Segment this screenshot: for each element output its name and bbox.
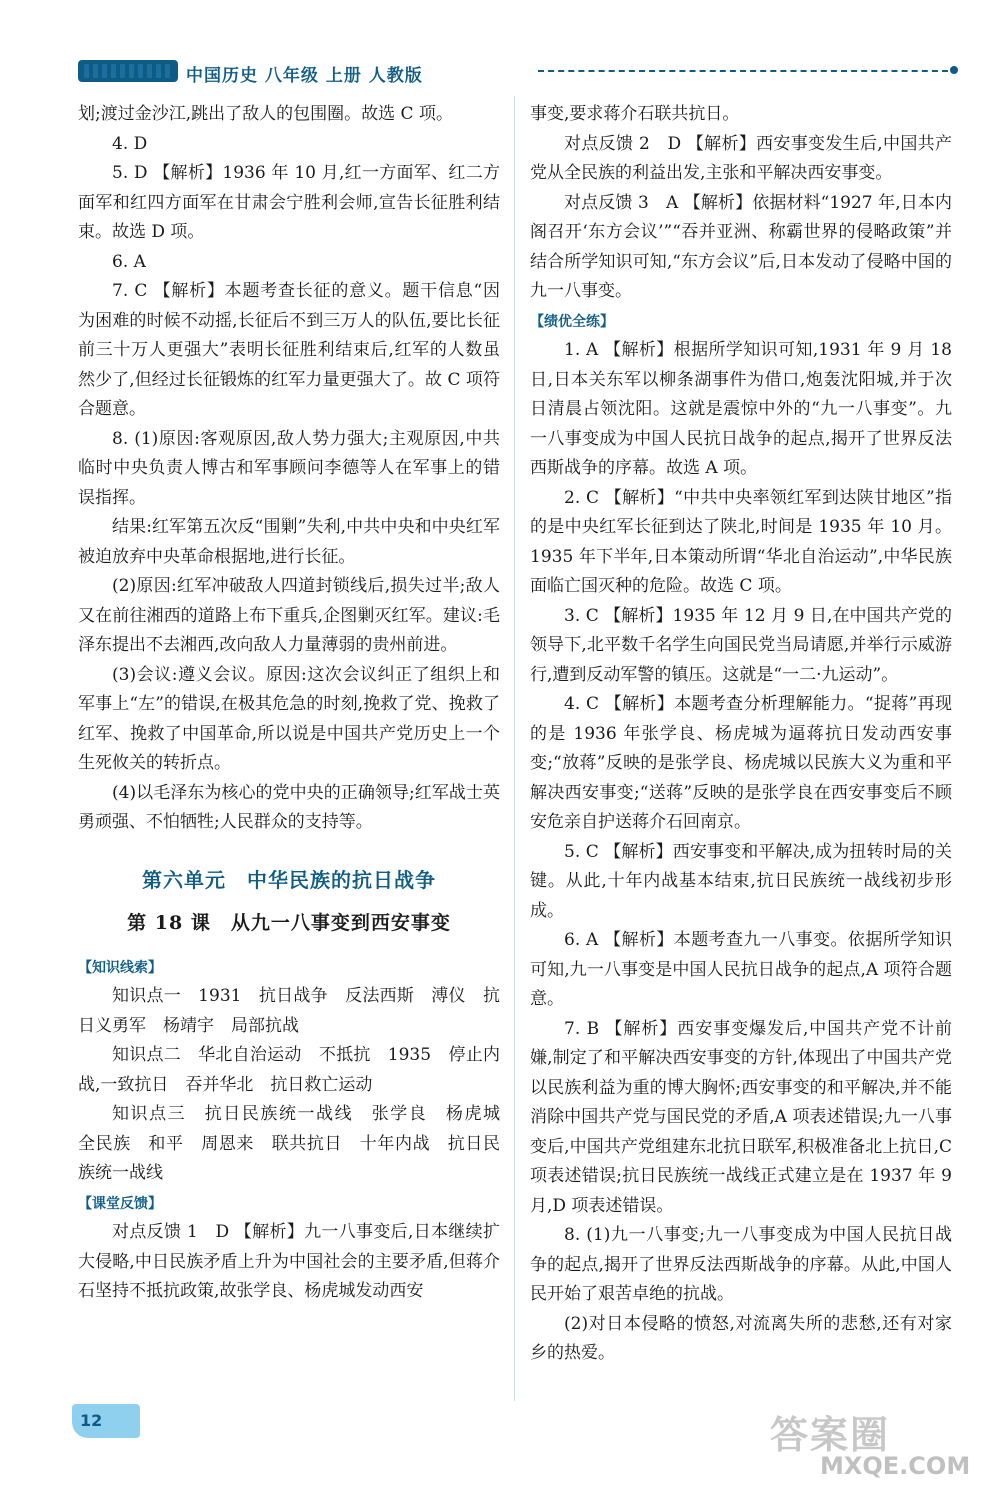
answer-paragraph: 划;渡过金沙江,跳出了敌人的包围圈。故选 C 项。 xyxy=(78,104,453,124)
answer-paragraph: 8. (1)九一八事变;九一八事变成为中国人民抗日战争的起点,揭开了世界反法西斯战争的序幕。从此,中国人民开始了艰苦卓绝的抗战。 xyxy=(530,1225,952,1304)
watermark-url: MXQE.COM xyxy=(820,1452,971,1480)
answer-paragraph: 知识点一 1931 抗日战争 反法西斯 溥仪 抗日义勇军 杨靖宇 局部抗战 xyxy=(78,986,500,1036)
answer-paragraph: 6. A 【解析】本题考查九一八事变。依据所学知识可知,九一八事变是中国人民抗日战争的起点,A 项符合题意。 xyxy=(530,930,952,1009)
watermark xyxy=(680,1404,980,1484)
section-tag: 【绩优全练】 xyxy=(530,313,614,330)
answer-paragraph: 5. C 【解析】西安事变和平解决,成为扭转时局的关键。从此,十年内战基本结束,抗日民族统一战线初步形成。 xyxy=(530,841,952,921)
answer-paragraph: 7. B 【解析】西安事变爆发后,中国共产党不计前嫌,制定了和平解决西安事变的方针,体现出了中国共产党以民族利益为重的博大胸怀;西安事变的和平解决,并不能消除中国共产党与国民党的矛盾,A 项表述错误;九一八事变后,中国共产党组建东北抗日联军,积极准备北上抗日,C 项表述错误;抗日民族统一战线正式建立是在 1937 年 9 月,D 项表述错误。 xyxy=(530,1018,952,1216)
answer-paragraph: (2)对日本侵略的愤怒,对流离失所的悲愁,还有对家乡的热爱。 xyxy=(530,1313,952,1363)
answer-paragraph: 2. C 【解析】“中共中央率领红军到达陕甘地区”指的是中央红军长征到达了陕北,时间是 1935 年 10 月。1935 年下半年,日本策动所谓“华北自治运动”,中华民族面临亡国灭种的危险。故选 C 项。 xyxy=(530,487,952,596)
answer-paragraph: (2)原因:红军冲破敌人四道封锁线后,损失过半;敌人又在前往湘西的道路上布下重兵,企图剿灭红军。建议:毛泽东提出不去湘西,改向敌人力量薄弱的贵州前进。 xyxy=(78,576,500,655)
answer-paragraph: 5. D 【解析】1936 年 10 月,红一方面军、红二方面军和红四方面军在甘肃会宁胜利会师,宣告长征胜利结束。故选 D 项。 xyxy=(78,163,500,242)
answer-paragraph: 8. (1)原因:客观原因,敌人势力强大;主观原因,中共临时中央负责人博古和军事顾问李德等人在军事上的错误指挥。 xyxy=(78,428,500,508)
answer-paragraph: 对点反馈 3 A 【解析】依据材料“1927 年,日本内阁召开‘东方会议’”“吞并亚洲、称霸世界的侵略政策”并结合所学知识可知,“东方会议”后,日本发动了侵略中国的九一八事变。 xyxy=(530,192,952,301)
answer-paragraph: 对点反馈 2 D 【解析】西安事变发生后,中国共产党从全民族的利益出发,主张和平解决西安事变。 xyxy=(530,133,952,183)
answer-paragraph: (3)会议:遵义会议。原因:这次会议纠正了组织上和军事上“左”的错误,在极其危急的时刻,挽救了党、挽救了红军、挽救了中国革命,所以说是中国共产党历史上一个生死攸关的转折点。 xyxy=(78,664,500,773)
answer-paragraph: 1. A 【解析】根据所学知识可知,1931 年 9 月 18 日,日本关东军以柳条湖事件为借口,炮轰沈阳城,并于次日清晨占领沈阳。这就是震惊中外的“九一八事变”。九一八事变成为中国人民抗日战争的起点,揭开了世界反法西斯战争的序幕。故选 A 项。 xyxy=(530,340,952,478)
section-tag: 【课堂反馈】 xyxy=(78,1195,162,1212)
answer-paragraph: 结果:红军第五次反“围剿”失利,中共中央和中央红军被迫放弃中央革命根据地,进行长征。 xyxy=(78,517,500,567)
header-rule xyxy=(538,70,948,72)
answer-paragraph: 知识点二 华北自治运动 不抵抗 1935 停止内战,一致抗日 吞并华北 抗日救亡运动 xyxy=(78,1045,500,1095)
page-header xyxy=(78,58,958,86)
answer-paragraph: 对点反馈 1 D 【解析】九一八事变后,日本继续扩大侵略,中日民族矛盾上升为中国社会的主要矛盾,但蒋介石坚持不抵抗政策,故张学良、杨虎城发动西安 xyxy=(78,1222,500,1301)
lesson-title: 第 18 课 从九一八事变到西安事变 xyxy=(127,912,451,934)
header-rule-dot xyxy=(950,66,958,74)
answer-paragraph: 4. D xyxy=(112,133,148,154)
series-logo-badge xyxy=(78,60,178,82)
answer-paragraph: 3. C 【解析】1935 年 12 月 9 日,在中国共产党的领导下,北平数千名学生向国民党当局请愿,并举行示威游行,遭到反动军警的镇压。这就是“一二·九运动”。 xyxy=(530,605,952,685)
answer-paragraph: 4. C 【解析】本题考查分析理解能力。“捉蒋”再现的是 1936 年张学良、杨虎城为逼蒋抗日发动西安事变;“放蒋”反映的是张学良、杨虎城以民族大义为重和平解决西安事变;“送蒋”反映的是张学良在西安事变后不顾安危亲自护送蒋介石回南京。 xyxy=(530,694,952,832)
answer-paragraph: 6. A xyxy=(112,251,146,272)
watermark-logo: 答案圈 xyxy=(770,1413,891,1457)
answer-paragraph: 事变,要求蒋介石联共抗日。 xyxy=(530,104,740,124)
unit-title: 第六单元 中华民族的抗日战争 xyxy=(142,867,436,892)
page-number: 12 xyxy=(72,1404,140,1438)
header-title: 中国历史 八年级 上册 人教版 xyxy=(186,66,423,86)
left-column xyxy=(78,100,517,1307)
column-divider xyxy=(514,96,515,1401)
section-tag: 【知识线索】 xyxy=(78,959,162,976)
right-column xyxy=(530,100,952,1369)
answer-paragraph: (4)以毛泽东为核心的党中央的正确领导;红军战士英勇顽强、不怕牺牲;人民群众的支持等。 xyxy=(78,782,500,832)
answer-paragraph: 知识点三 抗日民族统一战线 张学良 杨虎城 全民族 和平 周恩来 联共抗日 十年内战 抗日民族统一战线 xyxy=(78,1104,517,1183)
answer-paragraph: 7. C 【解析】本题考查长征的意义。题干信息“因为困难的时候不动摇,长征后不到三万人的队伍,要比长征前三十万人更强大”表明长征胜利结束后,红军的人数虽然少了,但经过长征锻炼的红军力量更强大了。故 C 项符合题意。 xyxy=(78,281,500,419)
